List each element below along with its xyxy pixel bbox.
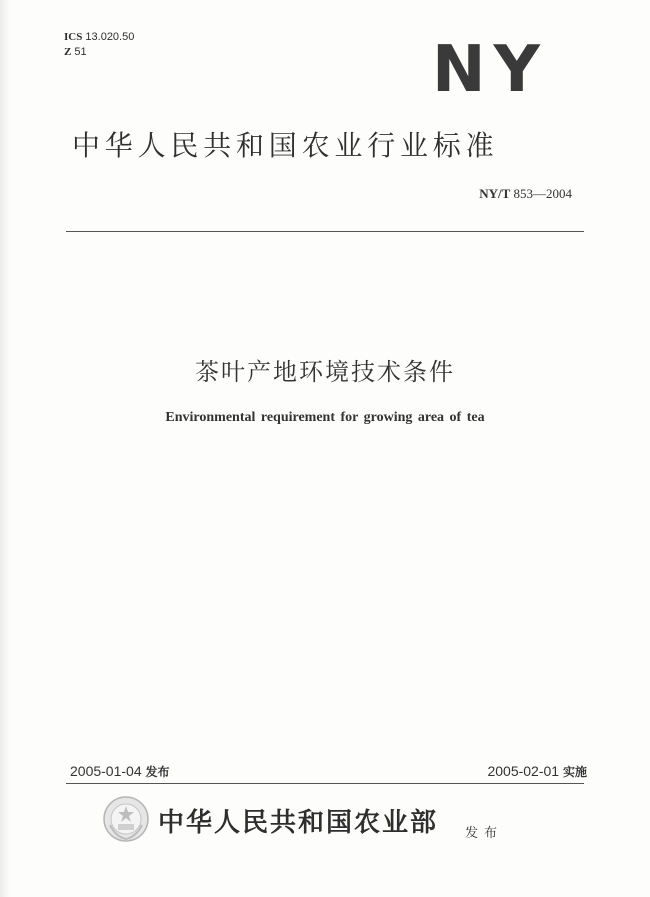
standard-number-prefix: NY/T	[479, 186, 511, 201]
document-title-english: Environmental requirement for growing area of tea	[165, 410, 485, 425]
ics-code: 13.020.50	[85, 31, 135, 43]
issuing-ministry: 中华人民共和国农业部	[158, 808, 439, 838]
ics-line	[64, 30, 134, 45]
classification-codes	[64, 30, 134, 60]
issue-date-value: 2005-01-04	[70, 763, 142, 779]
z-code: 51	[74, 46, 87, 58]
national-emblem-icon	[102, 795, 150, 843]
issuing-ministry-suffix: 发布	[465, 826, 504, 841]
ics-label: ICS	[64, 31, 83, 43]
issue-date-label: 发布	[145, 765, 170, 779]
implementation-date-value: 2005-02-01	[487, 763, 560, 779]
standard-number	[479, 186, 572, 202]
z-line	[64, 45, 134, 60]
scan-edge-shadow	[0, 0, 10, 897]
issue-date	[70, 763, 170, 780]
document-title-chinese: 茶叶产地环境技术条件	[195, 358, 455, 386]
ny-logo: NY	[432, 33, 548, 107]
top-divider	[66, 231, 584, 232]
implementation-date-label: 实施	[562, 765, 587, 779]
z-label: Z	[64, 46, 72, 58]
bottom-divider	[66, 783, 584, 784]
implementation-date	[487, 763, 587, 780]
standard-category-title: 中华人民共和国农业行业标准	[72, 129, 499, 162]
standard-number-value: 853—2004	[513, 186, 572, 201]
